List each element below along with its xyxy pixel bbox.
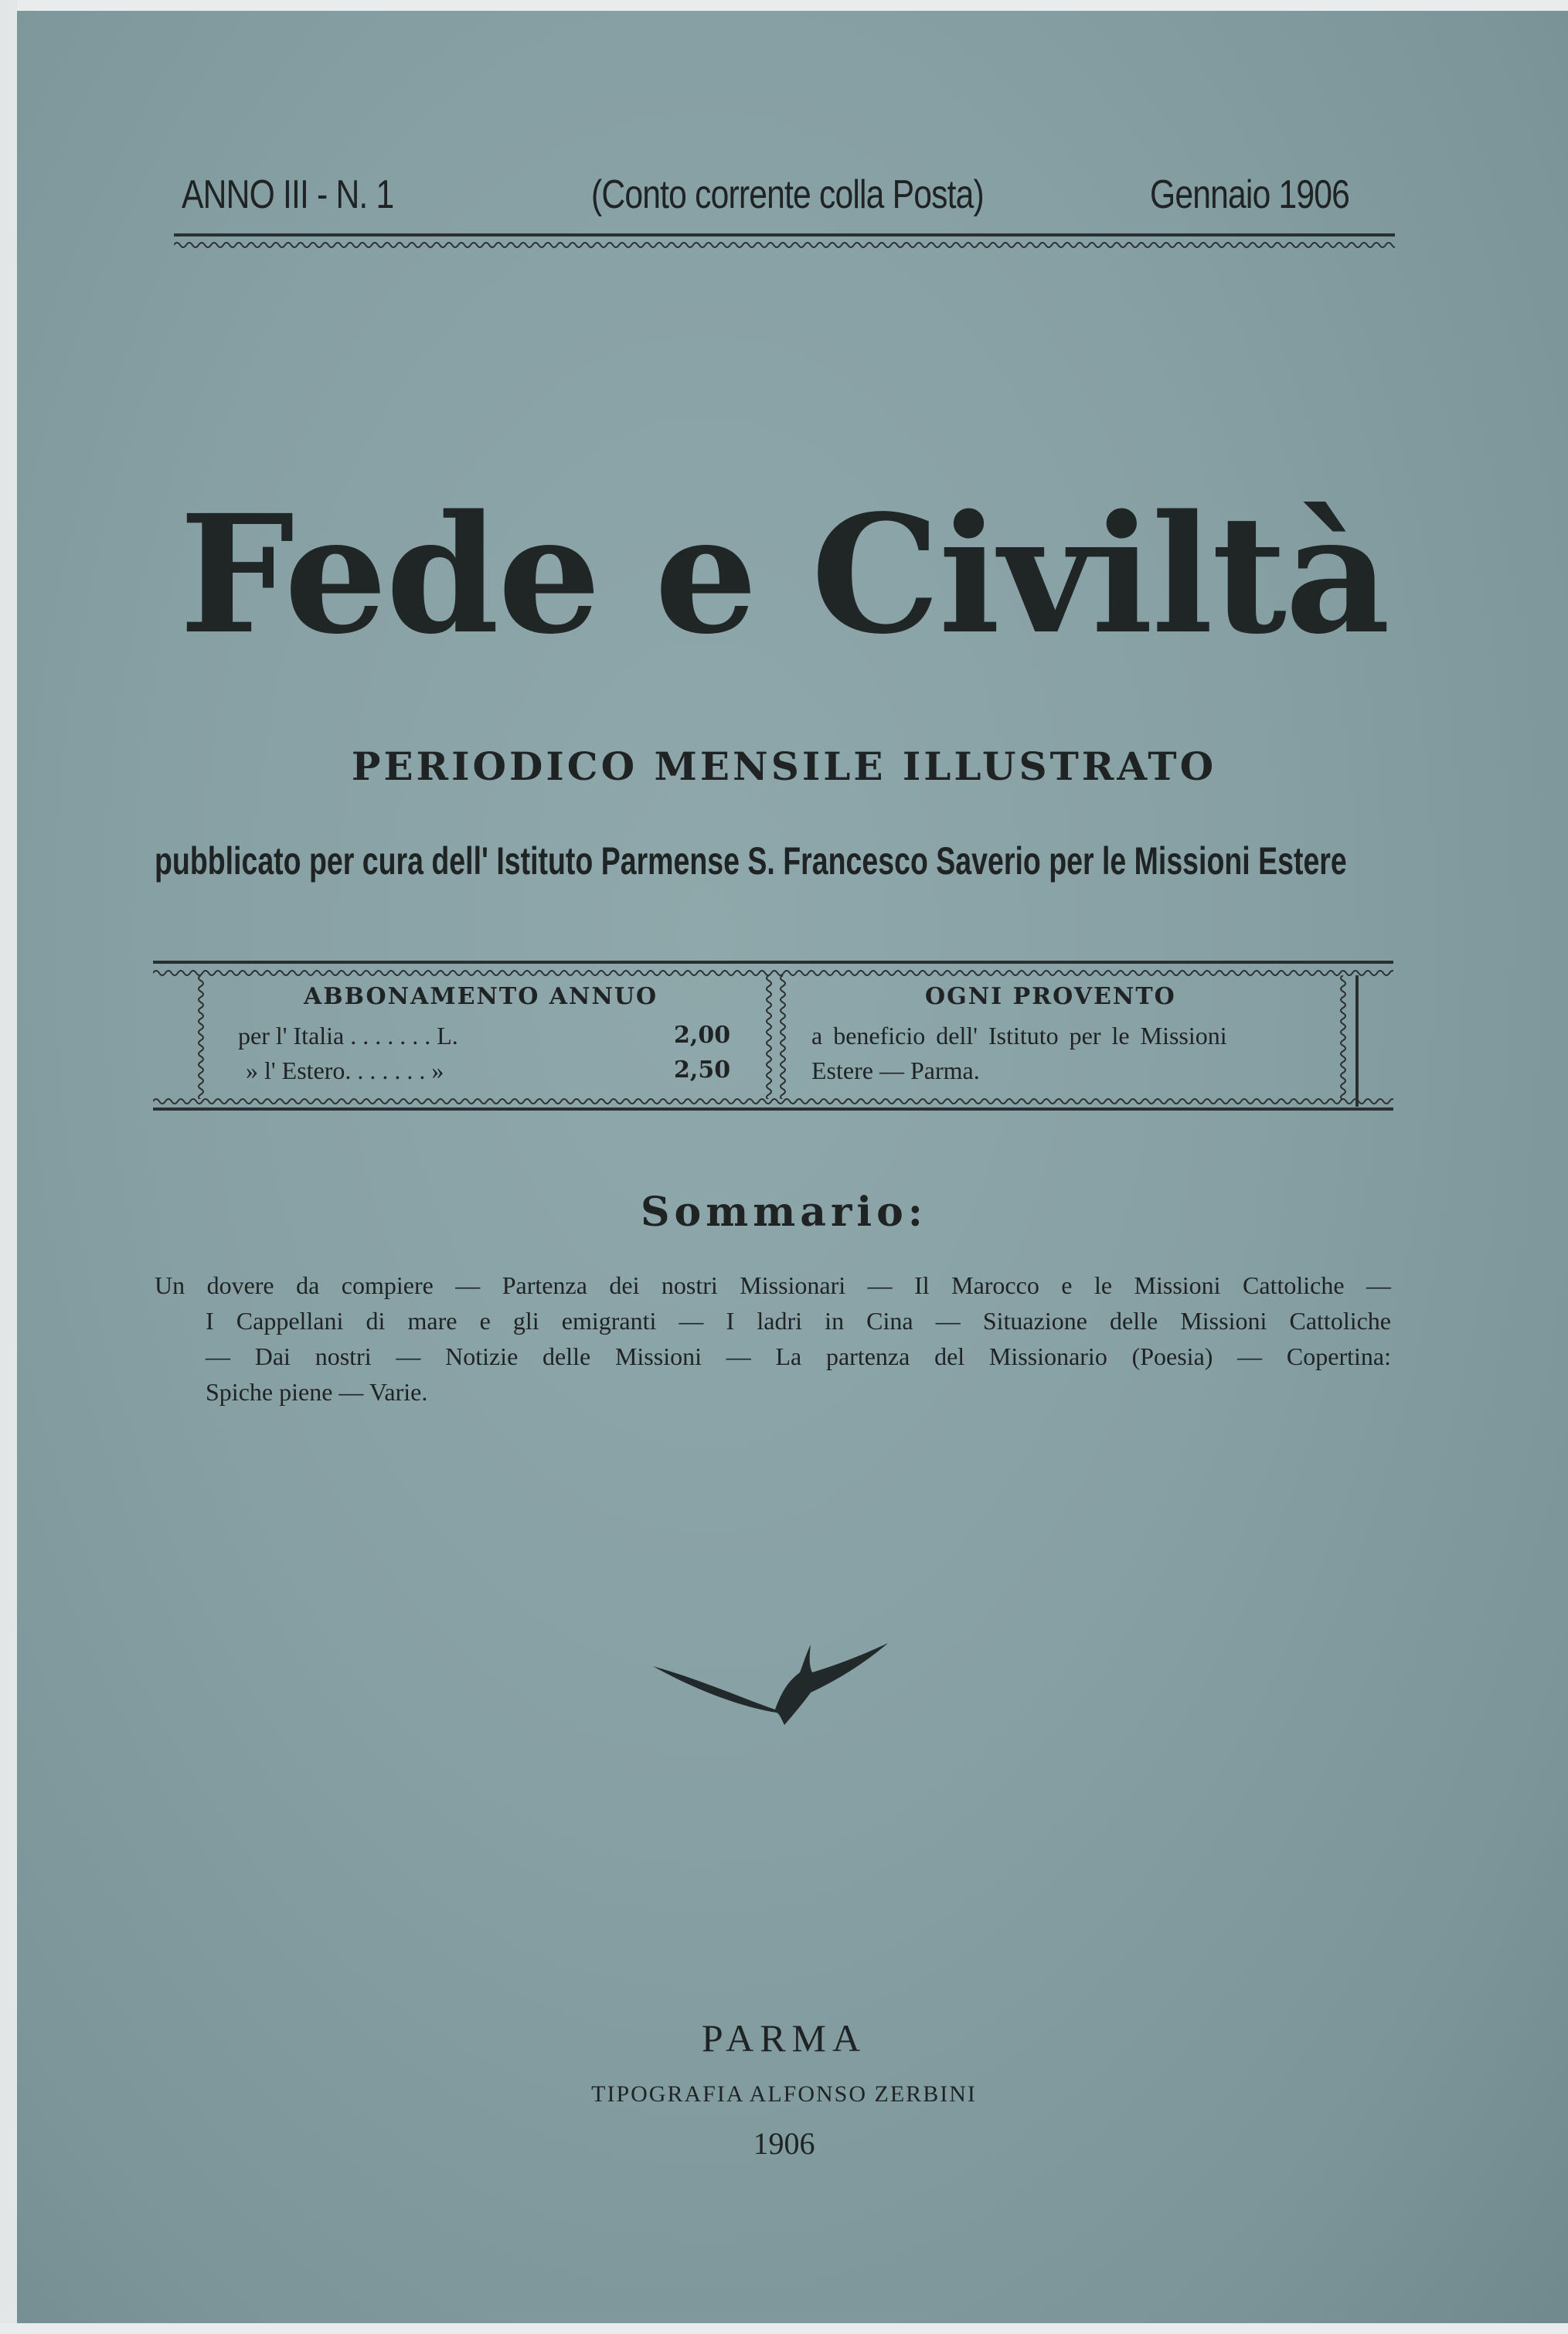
scan-margin-top	[0, 0, 1568, 11]
box-right-bar	[1355, 975, 1359, 1107]
box-bottom-rule	[153, 1107, 1393, 1111]
box-left-border	[195, 975, 207, 1099]
issue-date: Gennaio 1906	[1150, 172, 1350, 217]
proceeds-heading: OGNI PROVENTO	[925, 983, 1176, 1010]
subscription-abroad-label: » l' Estero. . . . . . . »	[246, 1056, 444, 1084]
box-top-rule	[153, 961, 1393, 964]
scan-margin-left	[0, 0, 17, 2334]
magazine-subtitle: PERIODICO MENSILE ILLUSTRATO	[351, 743, 1217, 789]
subscription-heading: ABBONAMENTO ANNUO	[304, 983, 658, 1010]
postal-note: (Conto corrente colla Posta)	[591, 172, 984, 217]
swallow-bird-icon	[651, 1638, 891, 1731]
publication-year: 1906	[753, 2126, 815, 2161]
printer-name: TIPOGRAFIA ALFONSO ZERBINI	[591, 2081, 977, 2107]
subscription-italy-price: 2,00	[674, 1022, 731, 1049]
sommario-heading: Sommario:	[640, 1189, 927, 1236]
sommario-text	[155, 1267, 1391, 1410]
scan-margin-bottom	[0, 2323, 1568, 2334]
box-divider-left	[763, 975, 775, 1099]
proceeds-line-2: Estere — Parma.	[811, 1056, 980, 1084]
header-wavy-rule	[174, 240, 1395, 250]
sommario-line: Un dovere da compiere — Partenza dei nostri Missionari — Il Marocco e le Missioni Cattoliche —	[155, 1271, 1391, 1299]
subscription-abroad-price: 2,50	[674, 1056, 731, 1084]
proceeds-line-1: a beneficio dell' Istituto per le Missioni	[811, 1022, 1227, 1050]
box-right-border	[1337, 975, 1349, 1099]
sommario-line: I Cappellani di mare e gli emigranti — I ladri in Cina — Situazione delle Missioni Cattoliche	[206, 1307, 1391, 1335]
header-rule	[174, 233, 1395, 236]
subscription-italy-label: per l' Italia . . . . . . . L.	[238, 1022, 458, 1050]
sommario-line: — Dai nostri — Notizie delle Missioni — La partenza del Missionario (Poesia) — Copertina:	[206, 1342, 1391, 1370]
issue-number: ANNO III - N. 1	[182, 172, 394, 217]
magazine-title: Fede e Civiltà	[179, 479, 1389, 670]
sommario-line: Spiche piene — Varie.	[206, 1378, 428, 1406]
box-divider-right	[777, 975, 789, 1099]
publication-city: PARMA	[701, 2016, 867, 2060]
publisher-line: pubblicato per cura dell' Istituto Parmense S. Francesco Saverio per le Missioni Estere	[155, 839, 1347, 883]
